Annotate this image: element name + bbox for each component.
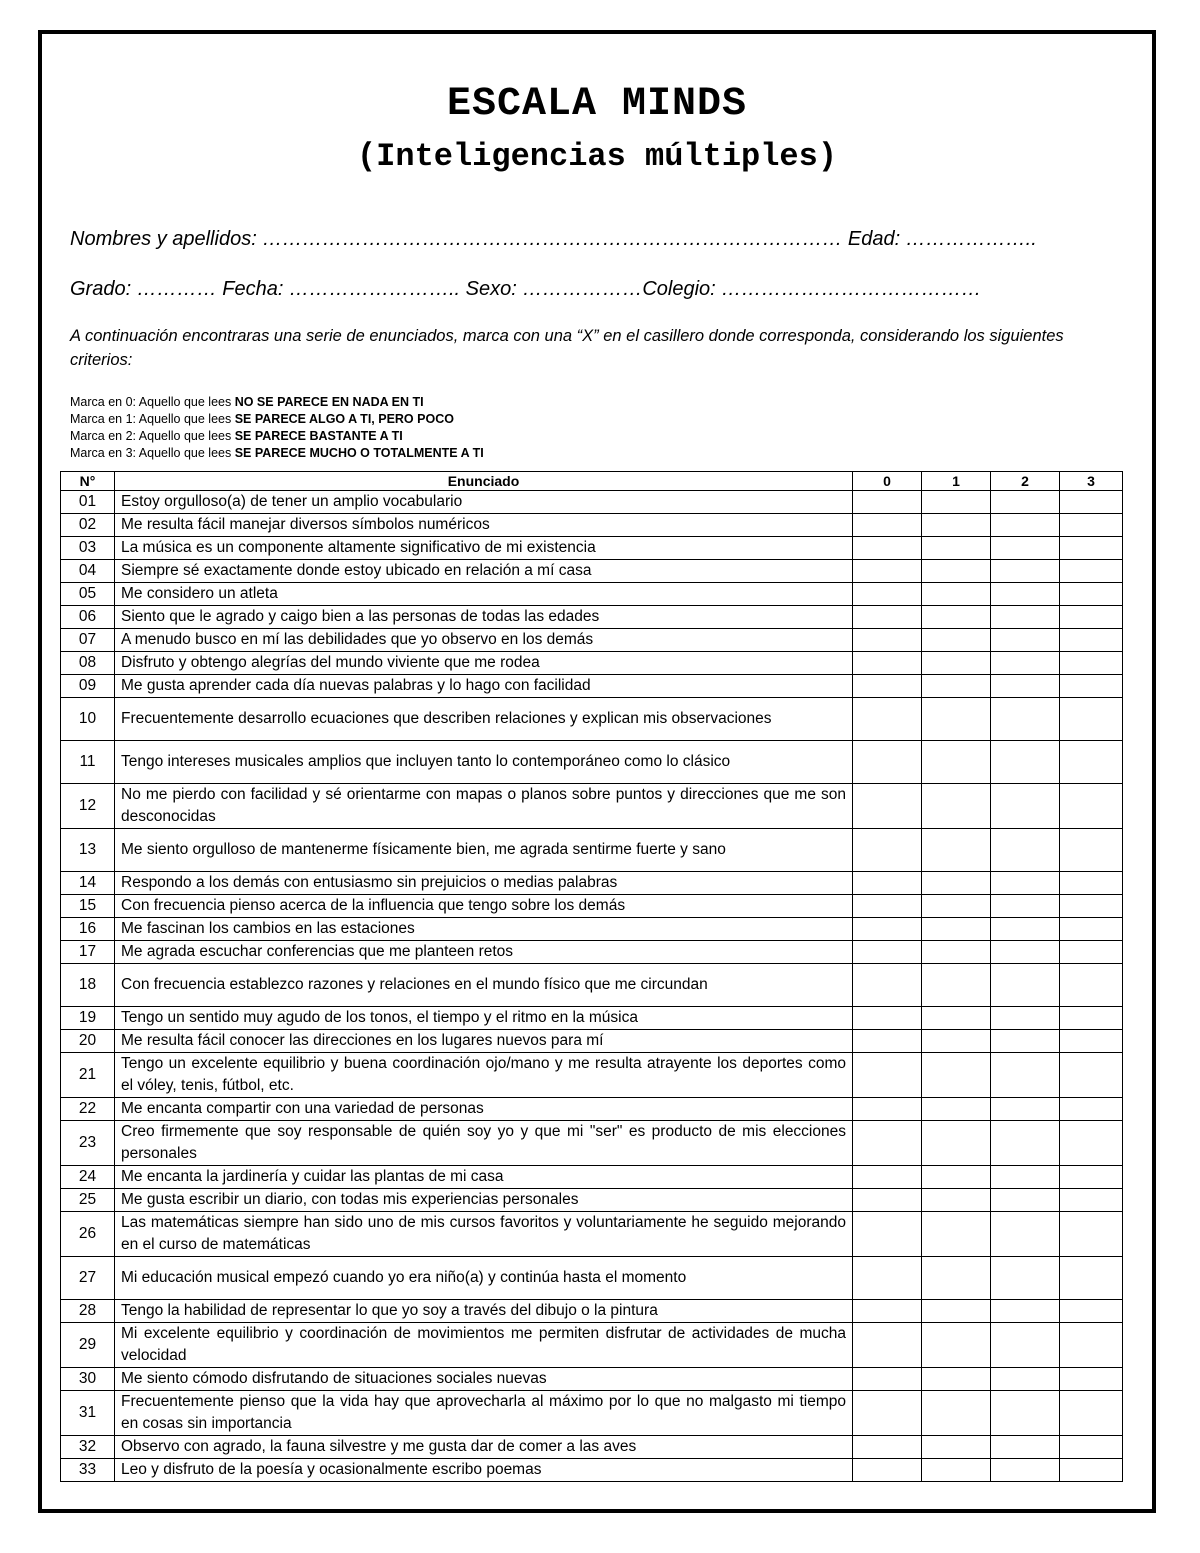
score-cell-1[interactable] — [922, 675, 991, 698]
score-cell-1[interactable] — [922, 491, 991, 514]
score-cell-0[interactable] — [853, 1391, 922, 1436]
table-row — [61, 829, 1123, 872]
row-number: 30 — [61, 1368, 115, 1391]
table-row — [61, 1436, 1123, 1459]
score-cell-0[interactable] — [853, 1212, 922, 1257]
score-cell-0[interactable] — [853, 652, 922, 675]
table-row — [61, 1391, 1123, 1436]
table-row — [61, 1300, 1123, 1323]
score-cell-3[interactable] — [1060, 1257, 1123, 1300]
score-cell-0[interactable] — [853, 784, 922, 829]
row-number: 22 — [61, 1098, 115, 1121]
score-cell-0[interactable] — [853, 741, 922, 784]
score-cell-2[interactable] — [991, 1189, 1060, 1212]
score-cell-2[interactable] — [991, 698, 1060, 741]
row-number: 20 — [61, 1030, 115, 1053]
score-cell-2[interactable] — [991, 1166, 1060, 1189]
header-number: N° — [61, 472, 115, 491]
score-cell-3[interactable] — [1060, 491, 1123, 514]
score-cell-1[interactable] — [922, 698, 991, 741]
criteria-emphasis: NO SE PARECE EN NADA EN TI — [234, 395, 424, 409]
score-cell-3[interactable] — [1060, 784, 1123, 829]
row-statement: A menudo busco en mí las debilidades que yo observo en los demás — [115, 629, 853, 652]
score-cell-2[interactable] — [991, 537, 1060, 560]
score-cell-3[interactable] — [1060, 1007, 1123, 1030]
score-cell-3[interactable] — [1060, 652, 1123, 675]
form-frame — [38, 30, 1156, 1513]
row-number: 02 — [61, 514, 115, 537]
score-cell-3[interactable] — [1060, 514, 1123, 537]
row-statement: Me encanta la jardinería y cuidar las plantas de mi casa — [115, 1166, 853, 1189]
score-cell-3[interactable] — [1060, 829, 1123, 872]
row-statement: Tengo un excelente equilibrio y buena coordinación ojo/mano y me resulta atrayente los deportes como el vóley, tenis, fútbol, etc. — [115, 1053, 853, 1098]
score-cell-2[interactable] — [991, 629, 1060, 652]
table-row — [61, 652, 1123, 675]
score-cell-0[interactable] — [853, 537, 922, 560]
score-cell-0[interactable] — [853, 918, 922, 941]
row-number: 11 — [61, 741, 115, 784]
table-row — [61, 583, 1123, 606]
row-number: 17 — [61, 941, 115, 964]
score-cell-1[interactable] — [922, 1007, 991, 1030]
row-statement: Frecuentemente pienso que la vida hay que aprovecharla al máximo por lo que no malgasto mi tiempo en cosas sin importancia — [115, 1391, 853, 1436]
score-cell-1[interactable] — [922, 583, 991, 606]
score-cell-1[interactable] — [922, 784, 991, 829]
table-row — [61, 514, 1123, 537]
table-row — [61, 1257, 1123, 1300]
criteria-item — [70, 445, 484, 462]
row-statement: Con frecuencia pienso acerca de la influencia que tengo sobre los demás — [115, 895, 853, 918]
score-cell-2[interactable] — [991, 1098, 1060, 1121]
table-row — [61, 941, 1123, 964]
survey-table — [60, 471, 1123, 1482]
table-row — [61, 1007, 1123, 1030]
score-cell-1[interactable] — [922, 629, 991, 652]
table-row — [61, 675, 1123, 698]
row-statement: No me pierdo con facilidad y sé orientarme con mapas o planos sobre puntos y direcciones que me son desconocidas — [115, 784, 853, 829]
score-cell-1[interactable] — [922, 1053, 991, 1098]
score-cell-0[interactable] — [853, 829, 922, 872]
score-cell-3[interactable] — [1060, 560, 1123, 583]
score-cell-2[interactable] — [991, 652, 1060, 675]
score-cell-0[interactable] — [853, 583, 922, 606]
table-row — [61, 560, 1123, 583]
score-cell-2[interactable] — [991, 491, 1060, 514]
score-cell-2[interactable] — [991, 1007, 1060, 1030]
score-cell-2[interactable] — [991, 675, 1060, 698]
row-number: 19 — [61, 1007, 115, 1030]
page-subtitle: (Inteligencias múltiples) — [356, 138, 838, 175]
score-cell-3[interactable] — [1060, 1300, 1123, 1323]
row-statement: Mi excelente equilibrio y coordinación de movimientos me permiten disfrutar de actividades de mucha velocidad — [115, 1323, 853, 1368]
row-statement: Me resulta fácil manejar diversos símbolos numéricos — [115, 514, 853, 537]
score-cell-1[interactable] — [922, 1436, 991, 1459]
table-row — [61, 1212, 1123, 1257]
header-statement: Enunciado — [115, 472, 853, 491]
row-statement: Leo y disfruto de la poesía y ocasionalmente escribo poemas — [115, 1459, 853, 1482]
row-statement: Estoy orgulloso(a) de tener un amplio vocabulario — [115, 491, 853, 514]
score-cell-2[interactable] — [991, 941, 1060, 964]
score-cell-1[interactable] — [922, 1323, 991, 1368]
score-cell-0[interactable] — [853, 698, 922, 741]
row-statement: Mi educación musical empezó cuando yo era niño(a) y continúa hasta el momento — [115, 1257, 853, 1300]
score-cell-0[interactable] — [853, 1166, 922, 1189]
table-row — [61, 1166, 1123, 1189]
table-row — [61, 1053, 1123, 1098]
score-cell-2[interactable] — [991, 1323, 1060, 1368]
table-row — [61, 491, 1123, 514]
score-cell-2[interactable] — [991, 1391, 1060, 1436]
score-cell-1[interactable] — [922, 1189, 991, 1212]
score-cell-1[interactable] — [922, 918, 991, 941]
criteria-emphasis: SE PARECE MUCHO O TOTALMENTE A TI — [234, 446, 484, 460]
score-cell-3[interactable] — [1060, 741, 1123, 784]
row-statement: Me fascinan los cambios en las estaciones — [115, 918, 853, 941]
table-row — [61, 1459, 1123, 1482]
row-number: 07 — [61, 629, 115, 652]
header-score-3: 3 — [1060, 472, 1123, 491]
row-statement: Me resulta fácil conocer las direcciones en los lugares nuevos para mí — [115, 1030, 853, 1053]
row-statement: Me agrada escuchar conferencias que me planteen retos — [115, 941, 853, 964]
score-cell-3[interactable] — [1060, 1436, 1123, 1459]
score-cell-0[interactable] — [853, 1436, 922, 1459]
score-cell-1[interactable] — [922, 1098, 991, 1121]
score-cell-3[interactable] — [1060, 1189, 1123, 1212]
score-cell-3[interactable] — [1060, 1391, 1123, 1436]
table-row — [61, 1368, 1123, 1391]
score-cell-3[interactable] — [1060, 629, 1123, 652]
score-cell-3[interactable] — [1060, 1121, 1123, 1166]
row-statement: Disfruto y obtengo alegrías del mundo viviente que me rodea — [115, 652, 853, 675]
score-cell-2[interactable] — [991, 918, 1060, 941]
row-number: 01 — [61, 491, 115, 514]
criteria-prefix: Marca en 1: Aquello que lees — [70, 412, 235, 426]
score-cell-2[interactable] — [991, 1436, 1060, 1459]
row-statement: Siempre sé exactamente donde estoy ubicado en relación a mí casa — [115, 560, 853, 583]
table-row — [61, 537, 1123, 560]
table-row — [61, 964, 1123, 1007]
table-row — [61, 1098, 1123, 1121]
table-row — [61, 1121, 1123, 1166]
row-statement: Me encanta compartir con una variedad de personas — [115, 1098, 853, 1121]
row-number: 08 — [61, 652, 115, 675]
score-cell-3[interactable] — [1060, 964, 1123, 1007]
criteria-prefix: Marca en 0: Aquello que lees — [70, 395, 235, 409]
row-statement: Me gusta escribir un diario, con todas mis experiencias personales — [115, 1189, 853, 1212]
score-cell-1[interactable] — [922, 537, 991, 560]
table-row — [61, 1030, 1123, 1053]
score-cell-3[interactable] — [1060, 675, 1123, 698]
score-cell-3[interactable] — [1060, 537, 1123, 560]
table-row — [61, 1189, 1123, 1212]
row-statement: Con frecuencia establezco razones y relaciones en el mundo físico que me circundan — [115, 964, 853, 1007]
score-cell-2[interactable] — [991, 514, 1060, 537]
page-title: ESCALA MINDS — [446, 82, 748, 127]
criteria-emphasis: SE PARECE BASTANTE A TI — [234, 429, 403, 443]
score-cell-1[interactable] — [922, 872, 991, 895]
score-cell-2[interactable] — [991, 1212, 1060, 1257]
score-cell-0[interactable] — [853, 514, 922, 537]
header-score-0: 0 — [853, 472, 922, 491]
score-cell-2[interactable] — [991, 784, 1060, 829]
score-cell-2[interactable] — [991, 741, 1060, 784]
table-row — [61, 741, 1123, 784]
table-row — [61, 698, 1123, 741]
criteria-prefix: Marca en 2: Aquello que lees — [70, 429, 235, 443]
row-statement: La música es un componente altamente significativo de mi existencia — [115, 537, 853, 560]
score-cell-0[interactable] — [853, 1323, 922, 1368]
score-cell-0[interactable] — [853, 491, 922, 514]
score-cell-1[interactable] — [922, 741, 991, 784]
score-cell-0[interactable] — [853, 1300, 922, 1323]
score-cell-0[interactable] — [853, 629, 922, 652]
score-cell-1[interactable] — [922, 1121, 991, 1166]
row-number: 25 — [61, 1189, 115, 1212]
row-statement: Me gusta aprender cada día nuevas palabras y lo hago con facilidad — [115, 675, 853, 698]
score-cell-1[interactable] — [922, 1030, 991, 1053]
score-cell-2[interactable] — [991, 1300, 1060, 1323]
row-number: 10 — [61, 698, 115, 741]
score-cell-0[interactable] — [853, 1053, 922, 1098]
score-cell-2[interactable] — [991, 560, 1060, 583]
score-cell-2[interactable] — [991, 1368, 1060, 1391]
row-number: 21 — [61, 1053, 115, 1098]
row-number: 06 — [61, 606, 115, 629]
score-cell-2[interactable] — [991, 829, 1060, 872]
criteria-list — [70, 394, 484, 462]
score-cell-0[interactable] — [853, 941, 922, 964]
score-cell-1[interactable] — [922, 1166, 991, 1189]
row-statement: Tengo intereses musicales amplios que incluyen tanto lo contemporáneo como lo clásico — [115, 741, 853, 784]
row-number: 18 — [61, 964, 115, 1007]
grade-date-sex-school-fields[interactable]: Grado: ………… Fecha: …………………….. Sexo: ………………Colegio: ………………………………… — [70, 278, 982, 300]
row-number: 33 — [61, 1459, 115, 1482]
row-statement: Las matemáticas siempre han sido uno de mis cursos favoritos y voluntariamente he seguido mejorando en el curso de matemáticas — [115, 1212, 853, 1257]
table-row — [61, 872, 1123, 895]
score-cell-3[interactable] — [1060, 1459, 1123, 1482]
score-cell-1[interactable] — [922, 560, 991, 583]
table-header-row — [61, 472, 1123, 491]
score-cell-1[interactable] — [922, 964, 991, 1007]
row-number: 14 — [61, 872, 115, 895]
score-cell-2[interactable] — [991, 1121, 1060, 1166]
row-statement: Me siento cómodo disfrutando de situaciones sociales nuevas — [115, 1368, 853, 1391]
table-row — [61, 784, 1123, 829]
row-number: 24 — [61, 1166, 115, 1189]
score-cell-0[interactable] — [853, 1257, 922, 1300]
instructions: A continuación encontraras una serie de enunciados, marca con una “X” en el casillero donde corresponda, considerando los siguientes criterios: — [70, 327, 1064, 369]
score-cell-1[interactable] — [922, 941, 991, 964]
score-cell-3[interactable] — [1060, 1098, 1123, 1121]
row-number: 26 — [61, 1212, 115, 1257]
score-cell-0[interactable] — [853, 1189, 922, 1212]
row-number: 13 — [61, 829, 115, 872]
row-number: 27 — [61, 1257, 115, 1300]
criteria-emphasis: SE PARECE ALGO A TI, PERO POCO — [234, 412, 454, 426]
row-number: 05 — [61, 583, 115, 606]
table-row — [61, 1323, 1123, 1368]
table-row — [61, 895, 1123, 918]
score-cell-2[interactable] — [991, 1459, 1060, 1482]
row-number: 29 — [61, 1323, 115, 1368]
score-cell-3[interactable] — [1060, 1053, 1123, 1098]
score-cell-0[interactable] — [853, 1121, 922, 1166]
criteria-item — [70, 428, 484, 445]
row-number: 15 — [61, 895, 115, 918]
row-statement: Tengo la habilidad de representar lo que yo soy a través del dibujo o la pintura — [115, 1300, 853, 1323]
score-cell-1[interactable] — [922, 1212, 991, 1257]
table-row — [61, 918, 1123, 941]
score-cell-1[interactable] — [922, 1459, 991, 1482]
score-cell-3[interactable] — [1060, 918, 1123, 941]
row-statement: Respondo a los demás con entusiasmo sin prejuicios o medias palabras — [115, 872, 853, 895]
score-cell-0[interactable] — [853, 606, 922, 629]
header-score-2: 2 — [991, 472, 1060, 491]
score-cell-0[interactable] — [853, 1459, 922, 1482]
row-number: 23 — [61, 1121, 115, 1166]
score-cell-0[interactable] — [853, 675, 922, 698]
score-cell-3[interactable] — [1060, 895, 1123, 918]
score-cell-0[interactable] — [853, 895, 922, 918]
score-cell-3[interactable] — [1060, 1030, 1123, 1053]
row-statement: Tengo un sentido muy agudo de los tonos, el tiempo y el ritmo en la música — [115, 1007, 853, 1030]
score-cell-2[interactable] — [991, 964, 1060, 1007]
score-cell-0[interactable] — [853, 964, 922, 1007]
score-cell-3[interactable] — [1060, 1212, 1123, 1257]
score-cell-1[interactable] — [922, 1391, 991, 1436]
score-cell-1[interactable] — [922, 1368, 991, 1391]
row-statement: Siento que le agrado y caigo bien a las personas de todas las edades — [115, 606, 853, 629]
score-cell-0[interactable] — [853, 1030, 922, 1053]
score-cell-0[interactable] — [853, 560, 922, 583]
row-number: 03 — [61, 537, 115, 560]
table-row — [61, 629, 1123, 652]
row-statement: Creo firmemente que soy responsable de quién soy yo y que mi "ser" es producto de mis elecciones personales — [115, 1121, 853, 1166]
score-cell-1[interactable] — [922, 652, 991, 675]
score-cell-2[interactable] — [991, 1257, 1060, 1300]
score-cell-2[interactable] — [991, 895, 1060, 918]
row-number: 04 — [61, 560, 115, 583]
score-cell-3[interactable] — [1060, 698, 1123, 741]
score-cell-2[interactable] — [991, 1030, 1060, 1053]
score-cell-1[interactable] — [922, 1300, 991, 1323]
score-cell-1[interactable] — [922, 1257, 991, 1300]
score-cell-0[interactable] — [853, 1098, 922, 1121]
score-cell-1[interactable] — [922, 829, 991, 872]
score-cell-0[interactable] — [853, 872, 922, 895]
score-cell-3[interactable] — [1060, 872, 1123, 895]
row-statement: Me considero un atleta — [115, 583, 853, 606]
row-number: 12 — [61, 784, 115, 829]
score-cell-2[interactable] — [991, 583, 1060, 606]
row-number: 16 — [61, 918, 115, 941]
criteria-prefix: Marca en 3: Aquello que lees — [70, 446, 235, 460]
name-age-fields[interactable]: Nombres y apellidos: …………………………………………………………………………… Edad: ……………….. — [70, 228, 1037, 250]
row-number: 32 — [61, 1436, 115, 1459]
score-cell-2[interactable] — [991, 606, 1060, 629]
score-cell-1[interactable] — [922, 895, 991, 918]
row-number: 09 — [61, 675, 115, 698]
row-number: 31 — [61, 1391, 115, 1436]
score-cell-1[interactable] — [922, 514, 991, 537]
score-cell-3[interactable] — [1060, 1166, 1123, 1189]
score-cell-3[interactable] — [1060, 583, 1123, 606]
score-cell-2[interactable] — [991, 872, 1060, 895]
score-cell-3[interactable] — [1060, 1368, 1123, 1391]
table-row — [61, 606, 1123, 629]
score-cell-0[interactable] — [853, 1007, 922, 1030]
score-cell-0[interactable] — [853, 1368, 922, 1391]
row-statement: Frecuentemente desarrollo ecuaciones que describen relaciones y explican mis observaciones — [115, 698, 853, 741]
score-cell-2[interactable] — [991, 1053, 1060, 1098]
criteria-item — [70, 394, 484, 411]
row-number: 28 — [61, 1300, 115, 1323]
criteria-item — [70, 411, 484, 428]
header-score-1: 1 — [922, 472, 991, 491]
score-cell-1[interactable] — [922, 606, 991, 629]
score-cell-3[interactable] — [1060, 941, 1123, 964]
score-cell-3[interactable] — [1060, 1323, 1123, 1368]
row-statement: Me siento orgulloso de mantenerme físicamente bien, me agrada sentirme fuerte y sano — [115, 829, 853, 872]
row-statement: Observo con agrado, la fauna silvestre y me gusta dar de comer a las aves — [115, 1436, 853, 1459]
score-cell-3[interactable] — [1060, 606, 1123, 629]
